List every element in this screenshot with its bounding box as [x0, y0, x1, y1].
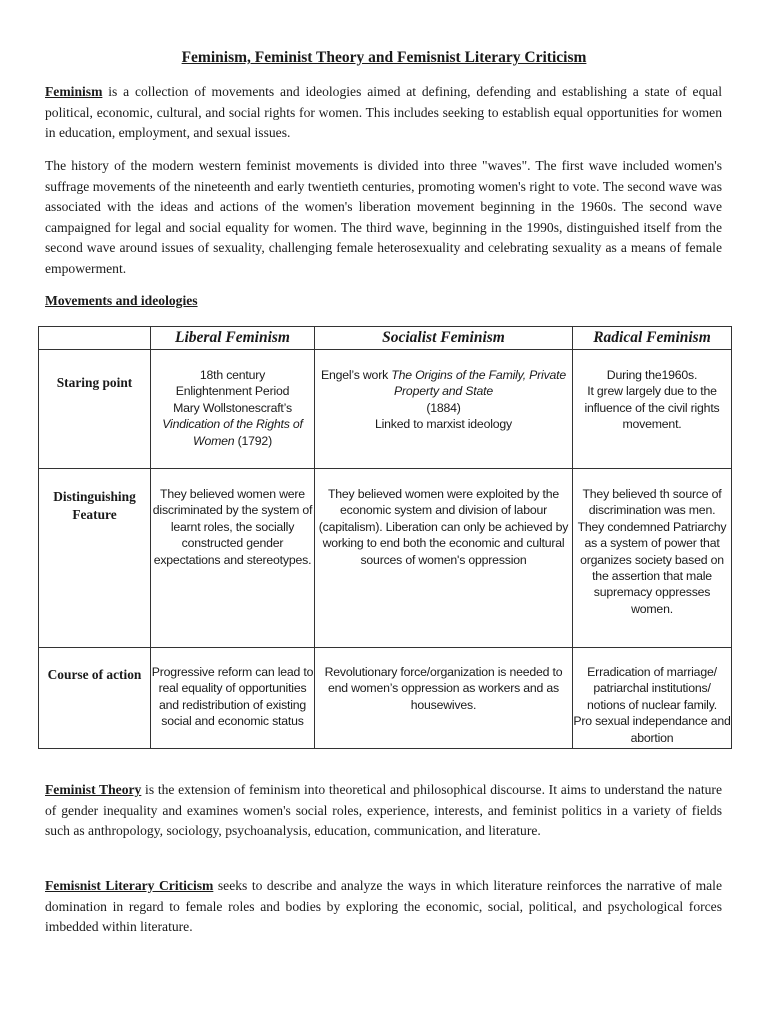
cell-line [151, 416, 314, 449]
column-header-liberal: Liberal Feminism [151, 327, 315, 350]
history-paragraph: The history of the modern western feminist movements is divided into three "waves". The first wave included women's suffrage movements of the nineteenth and early twentieth centuries, promoting women's right to vote. The second wave was associated with the ideas and actions of the women's liberation movement beginning in the 1960s. The second wave campaigned for legal and social equality for women. The third wave, beginning in the 1990s, distinguished itself from the second wave around issues of sexuality, challenging female heterosexuality and celebrating sexuality as a means of female empowerment. [45, 158, 722, 276]
cell-line: They believed th source of discrimination was men. [582, 487, 722, 518]
row-label: Staring point [56, 375, 133, 390]
cell-text: Progressive reform can lead to real equality of opportunities and redistribution of existing social and economic status [151, 665, 314, 729]
table-row [39, 648, 732, 749]
socialist-action-cell [315, 648, 573, 749]
cell-line: They condemned Patriarchy as a system of power that organizes society based on the assertion that male supremacy oppresses women. [577, 519, 727, 616]
criticism-term: Femisnist Literary Criticism [45, 878, 214, 893]
cell-line [315, 367, 572, 400]
work-title: The Origins of the Family, Private Property and State [391, 368, 567, 399]
table-header-row [39, 327, 732, 350]
theory-paragraph [45, 780, 722, 842]
column-header-socialist: Socialist Feminism [315, 327, 573, 350]
page-title: Feminism, Feminist Theory and Femisnist Literary Criticism [181, 49, 587, 66]
liberal-starting-point-cell [151, 350, 315, 469]
row-label-cell [39, 350, 151, 469]
cell-line: 18th century [199, 368, 266, 382]
work-title: Vindication of the Rights of Women [162, 417, 303, 448]
row-label: Distinguishing Feature [53, 489, 136, 522]
cell-text: They believed women were exploited by the economic system and division of labour (capitalism). Liberation can only be achieved by working to end both the economic and cultural sources of women's oppression [318, 487, 569, 567]
criticism-text: seeks to describe and analyze the ways in which literature reinforces the narrative of male domination in regard to female roles and bodies by exploring the economic, social, political, and psychological forces imbedded within literature. [45, 878, 722, 935]
socialist-feature-cell [315, 469, 573, 648]
criticism-paragraph [45, 876, 722, 938]
cell-text: They believed women were discriminated by the system of learnt roles, the socially constructed gender expectations and stereotypes. [152, 487, 313, 567]
row-label-cell [39, 469, 151, 648]
radical-starting-point-cell [573, 350, 732, 469]
table-row [39, 469, 732, 648]
intro-paragraph [45, 82, 722, 144]
section-heading: Movements and ideologies [45, 293, 198, 308]
cell-line: During the1960s. [606, 368, 698, 382]
radical-feature-cell [573, 469, 732, 648]
work-prefix: Engel’s work [320, 368, 392, 382]
intro-text: is a collection of movements and ideologies aimed at defining, defending and establishing a state of equal political, economic, cultural, and social rights for women. This includes seeking to establish equal opportunities for women in education, employment, and sexual issues. [45, 84, 722, 141]
row-label-cell [39, 648, 151, 749]
cell-line: Linked to marxist ideology [375, 417, 512, 432]
theory-term: Feminist Theory [45, 782, 142, 797]
liberal-action-cell [151, 648, 315, 749]
theory-text: is the extension of feminism into theoretical and philosophical discourse. It aims to understand the nature of gender inequality and examines women's social roles, experience, interests, and feminist politics in a variety of fields such as anthropology, sociology, psychoanalysis, education, communication, and literature. [45, 782, 722, 839]
movements-table [38, 326, 732, 749]
cell-text: Revolutionary force/organization is needed to end women’s oppression as workers and as housewives. [324, 665, 563, 712]
cell-line: Erradication of marriage/ patriarchal institutions/ notions of nuclear family. [587, 665, 717, 712]
column-header-radical: Radical Feminism [573, 327, 732, 350]
cell-line: It grew largely due to the influence of the civil rights movement. [584, 384, 720, 432]
cell-line: Mary Wollstonescraft’s [173, 400, 292, 415]
liberal-feature-cell [151, 469, 315, 648]
radical-action-cell [573, 648, 732, 749]
cell-line: Pro sexual independance and abortion [573, 714, 731, 745]
row-label: Course of action [47, 667, 142, 682]
cell-line: Enlightenment Period [175, 384, 290, 399]
socialist-starting-point-cell [315, 350, 573, 469]
cell-line: (1884) [426, 400, 461, 415]
table-row [39, 350, 732, 469]
table-corner-cell [39, 327, 151, 350]
work-year: (1792) [234, 433, 272, 448]
intro-term: Feminism [45, 84, 103, 99]
